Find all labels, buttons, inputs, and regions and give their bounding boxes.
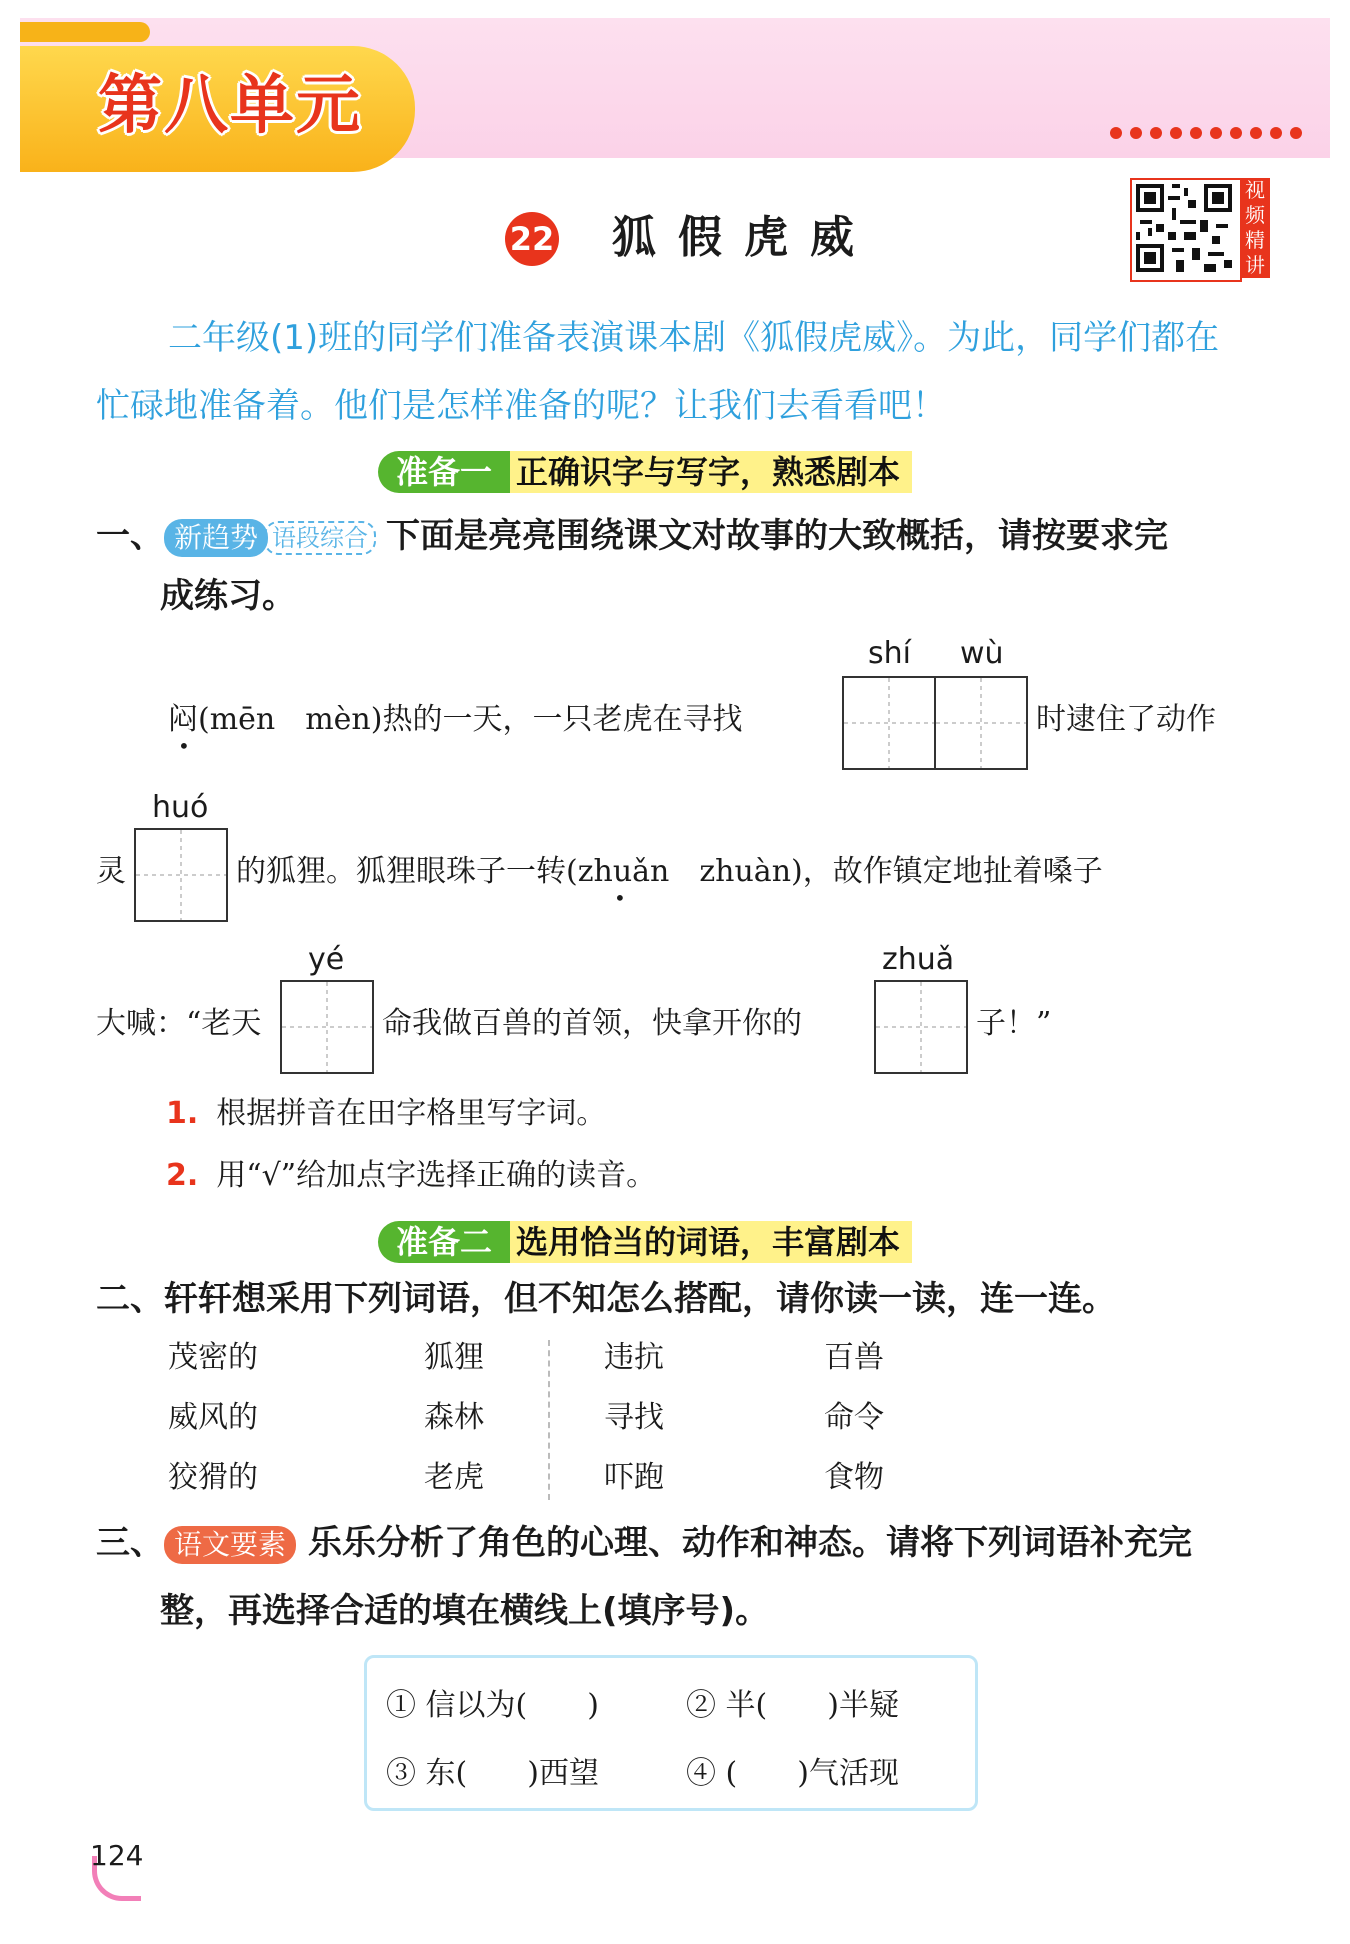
- qr-label: 视 频 精 讲: [1240, 178, 1270, 278]
- prep-text-1: 正确识字与写字，熟悉剧本: [510, 451, 912, 493]
- tian-grid-zhua[interactable]: [874, 980, 968, 1074]
- header-accent-strip: [20, 22, 150, 42]
- pinyin-huo: huó: [152, 790, 209, 825]
- q2-word[interactable]: 寻找: [604, 1400, 664, 1435]
- lesson-number-badge: 22: [505, 212, 559, 266]
- q2-word[interactable]: 威风的: [168, 1400, 258, 1435]
- story-line-3b: 命我做百兽的首领，快拿开你的: [382, 1006, 802, 1041]
- q1-trend-tag: 新趋势: [164, 519, 268, 557]
- q3-number: 三、: [96, 1523, 164, 1563]
- prep-tag-1: 准备一: [378, 451, 510, 493]
- decorative-dots: [1110, 127, 1340, 143]
- q1-text-line-2: 成练习。: [160, 576, 296, 616]
- q1-text-line-1: 下面是亮亮围绕课文对故事的大致概括，请按要求完: [386, 516, 1169, 556]
- q2-word[interactable]: 违抗: [604, 1340, 664, 1375]
- tian-grid-huo[interactable]: [134, 828, 228, 922]
- story-line-2b: 的狐狸。狐狸眼珠子一转(zhuǎn zhuàn)，故作镇定地扯着嗓子: [236, 854, 1103, 889]
- tian-grid-wu[interactable]: [934, 676, 1028, 770]
- q1-heading: [96, 513, 1168, 559]
- q2-divider: [548, 1340, 550, 1500]
- pinyin-wu: wù: [960, 636, 1004, 671]
- qr-code[interactable]: [1130, 178, 1242, 282]
- q2-heading: [96, 1276, 1116, 1322]
- story-line-1b: 时逮住了动作: [1036, 702, 1216, 737]
- intro-line-2: 忙碌地准备着。他们是怎样准备的呢？让我们去看看吧！: [96, 386, 946, 426]
- q2-word[interactable]: 命令: [824, 1400, 884, 1435]
- q2-word[interactable]: 茂密的: [168, 1340, 258, 1375]
- prep-tag-2: 准备二: [378, 1221, 510, 1263]
- q3-heading: [96, 1520, 1192, 1566]
- q3-text-line-2: 整，再选择合适的填在横线上(填序号)。: [160, 1591, 770, 1631]
- prep-banner-2: [378, 1221, 912, 1263]
- emphasis-dot: •: [614, 886, 626, 910]
- emphasis-dot: •: [178, 734, 190, 758]
- q1-sub-1: 1. 根据拼音在田字格里写字词。: [166, 1096, 607, 1131]
- q1-number: 一、: [96, 516, 164, 556]
- q2-word[interactable]: 老虎: [424, 1460, 484, 1495]
- story-line-3c: 子！”: [976, 1006, 1052, 1041]
- q3-item-1[interactable]: ① 信以为( ): [386, 1688, 599, 1723]
- q1-sub-2: 2. 用“√”给加点字选择正确的读音。: [166, 1158, 657, 1193]
- prep-text-2: 选用恰当的词语，丰富剧本: [510, 1221, 912, 1263]
- q3-text-line-1: 乐乐分析了角色的心理、动作和神态。请将下列词语补充完: [308, 1523, 1193, 1563]
- q2-word[interactable]: 百兽: [824, 1340, 884, 1375]
- prep-banner-1: [378, 451, 912, 493]
- story-line-1a: 闷(mēn mèn)热的一天，一只老虎在寻找: [168, 702, 743, 737]
- q3-item-4[interactable]: ④ ( )气活现: [686, 1756, 899, 1791]
- q2-word[interactable]: 狡猾的: [168, 1460, 258, 1495]
- q1-type-tag: 语段综合: [264, 521, 376, 555]
- pinyin-zhua: zhuǎ: [882, 942, 955, 977]
- q2-word[interactable]: 食物: [824, 1460, 884, 1495]
- q2-text: 轩轩想采用下列词语，但不知怎么搭配，请你读一读，连一连。: [164, 1279, 1116, 1319]
- story-line-2a: 灵: [96, 854, 126, 889]
- q3-element-tag: 语文要素: [164, 1526, 296, 1564]
- q2-number: 二、: [96, 1279, 164, 1319]
- story-line-3a: 大喊：“老天: [96, 1006, 262, 1041]
- tian-grid-ye[interactable]: [280, 980, 374, 1074]
- q2-word[interactable]: 森林: [424, 1400, 484, 1435]
- page-number: 124: [90, 1839, 144, 1872]
- q3-item-3[interactable]: ③ 东( )西望: [386, 1756, 599, 1791]
- pinyin-ye: yé: [308, 942, 345, 977]
- q2-word[interactable]: 吓跑: [604, 1460, 664, 1495]
- tian-grid-shi[interactable]: [842, 676, 936, 770]
- lesson-title: 狐假虎威: [612, 212, 876, 263]
- intro-line-1: 二年级(1)班的同学们准备表演课本剧《狐假虎威》。为此，同学们都在: [168, 318, 1220, 358]
- q2-word[interactable]: 狐狸: [424, 1340, 484, 1375]
- unit-title: 第八单元: [98, 69, 362, 143]
- q3-item-2[interactable]: ② 半( )半疑: [686, 1688, 899, 1723]
- pinyin-shi: shí: [868, 636, 911, 671]
